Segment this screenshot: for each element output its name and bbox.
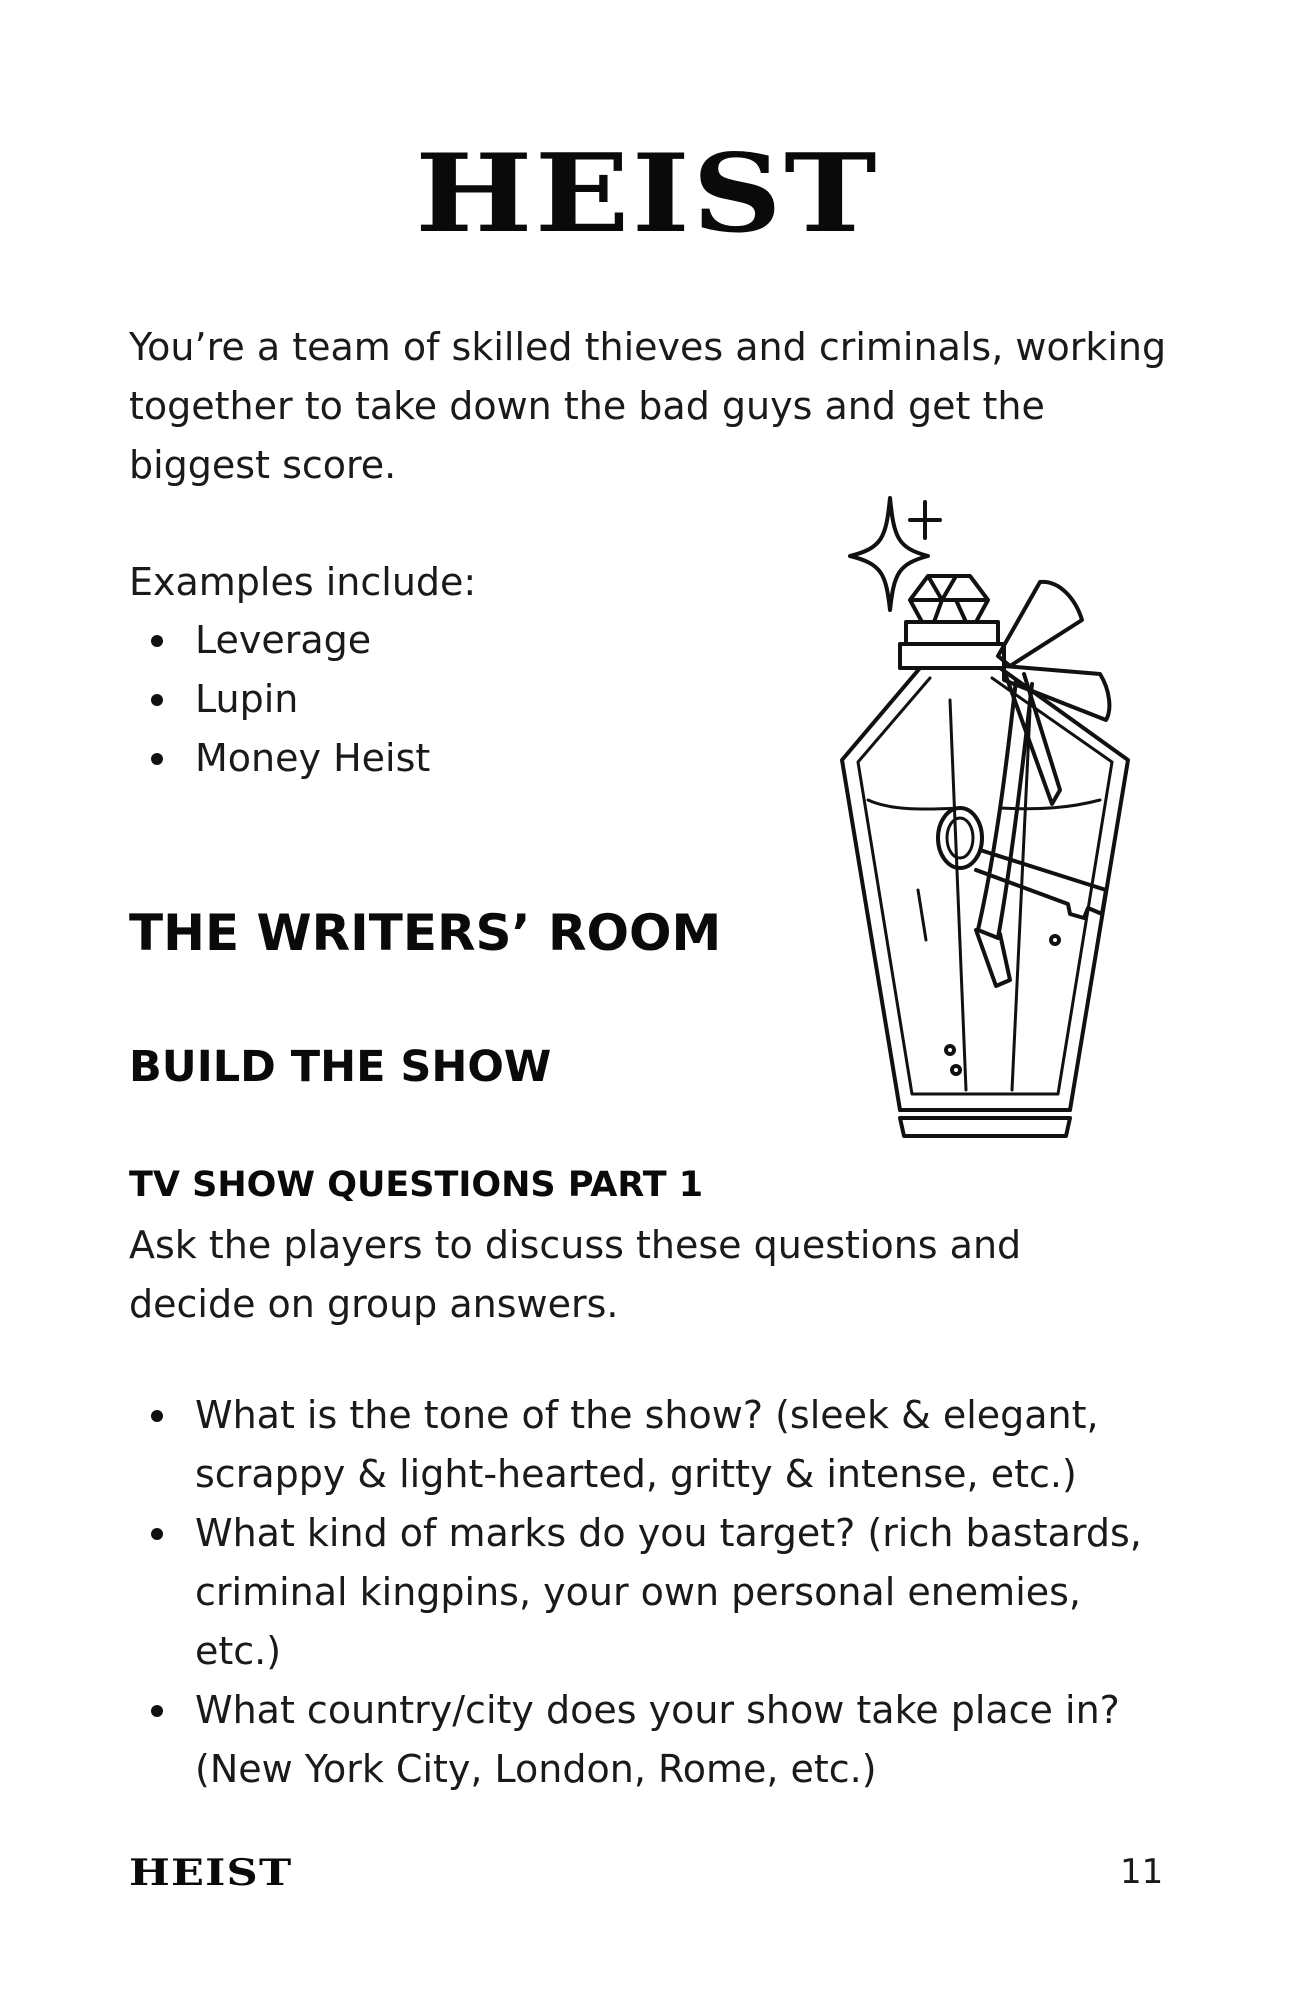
bullet-icon bbox=[151, 635, 163, 647]
subsection-heading: BUILD THE SHOW bbox=[129, 1042, 552, 1092]
section-heading: THE WRITERS’ ROOM bbox=[129, 904, 722, 962]
examples-label: Examples include: bbox=[129, 560, 477, 604]
bullet-icon bbox=[151, 753, 163, 765]
bullet-icon bbox=[151, 1528, 163, 1540]
example-text: Lupin bbox=[195, 677, 299, 721]
bottle-collar bbox=[900, 644, 1004, 668]
question-text: What kind of marks do you target? (rich bastards, criminal kingpins, your own personal enemies, etc.) bbox=[195, 1511, 1142, 1673]
list-item bbox=[129, 611, 430, 670]
bullet-icon bbox=[151, 1410, 163, 1422]
bullet-icon bbox=[151, 694, 163, 706]
list-item bbox=[129, 1386, 1159, 1504]
jewel-stopper bbox=[910, 576, 988, 622]
list-item bbox=[129, 729, 430, 788]
intro-paragraph: You’re a team of skilled thieves and criminals, working together to take down the bad guys and get the biggest score. bbox=[129, 325, 1167, 487]
questions-list bbox=[129, 1386, 1159, 1799]
list-item bbox=[129, 1504, 1159, 1681]
bullet-icon bbox=[151, 1705, 163, 1717]
list-item bbox=[129, 670, 430, 729]
question-text: What is the tone of the show? (sleek & elegant, scrappy & light-hearted, gritty & intense, etc.) bbox=[195, 1393, 1099, 1496]
footer-logo: HEIST bbox=[129, 1852, 293, 1894]
part-heading: TV SHOW QUESTIONS PART 1 bbox=[129, 1165, 704, 1205]
page-number: 11 bbox=[1120, 1852, 1164, 1892]
bottle-illustration bbox=[770, 470, 1140, 1150]
list-item bbox=[129, 1681, 1159, 1799]
example-text: Leverage bbox=[195, 618, 372, 662]
examples-list bbox=[129, 611, 430, 788]
part-description: Ask the players to discuss these questions and decide on group answers. bbox=[129, 1223, 1022, 1326]
bottle-neck bbox=[906, 622, 998, 644]
question-text: What country/city does your show take place in? (New York City, London, Rome, etc.) bbox=[195, 1688, 1120, 1791]
page-title: HEIST bbox=[415, 131, 879, 257]
example-text: Money Heist bbox=[195, 736, 431, 780]
sparkle-small-icon bbox=[910, 502, 940, 538]
